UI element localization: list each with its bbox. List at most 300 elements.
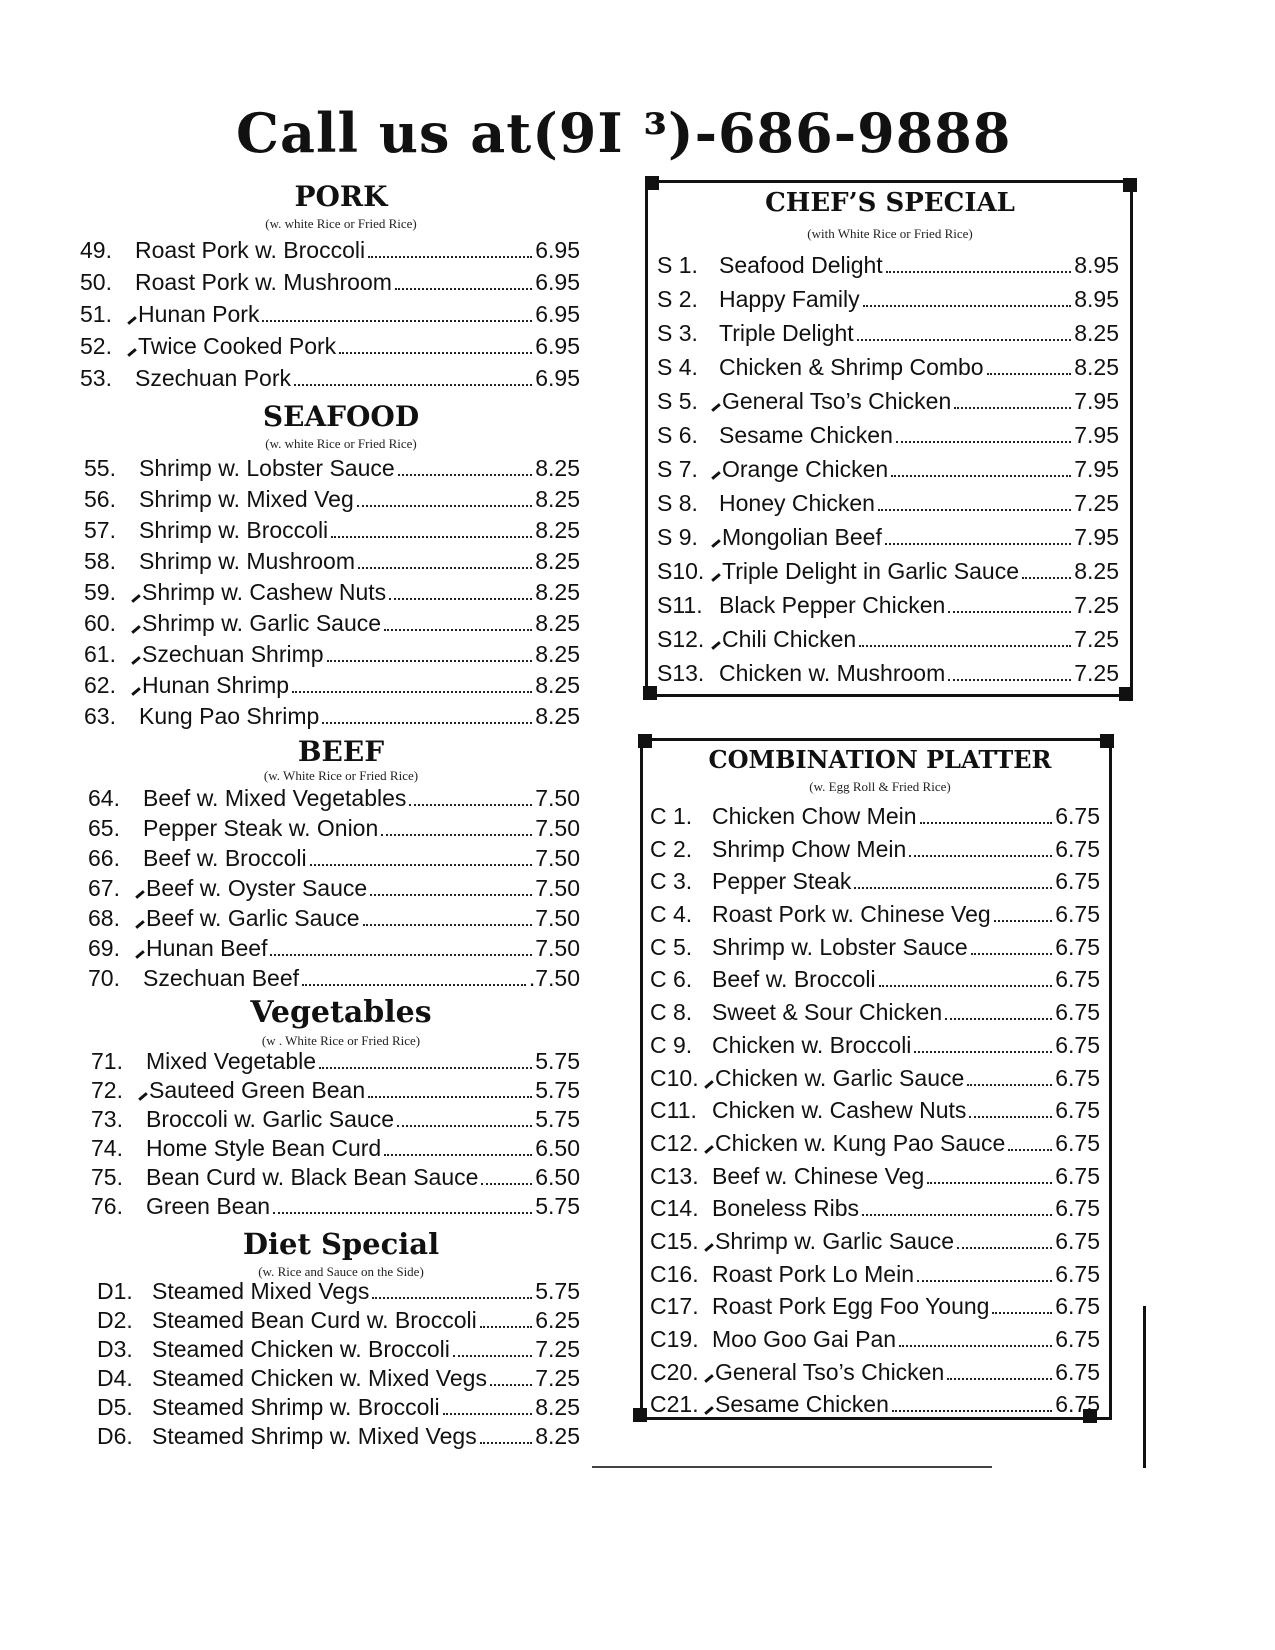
menu-item-name: Chicken w. Mushroom (719, 660, 946, 686)
dot-leader (957, 1247, 1052, 1249)
menu-item-price: 6.75 (1055, 901, 1100, 928)
menu-item-name: Hunan Shrimp (142, 672, 290, 698)
menu-item-price: 7.25 (1074, 490, 1119, 516)
menu-item (650, 963, 1100, 996)
dot-leader (909, 855, 1052, 857)
menu-item-price: 6.75 (1055, 1293, 1100, 1320)
menu-item-number: 63. (84, 703, 116, 729)
menu-item-number: S 9. (657, 524, 698, 550)
menu-item-name: Steamed Bean Curd w. Broccoli (152, 1307, 477, 1333)
menu-item-name: Beef w. Chinese Veg (712, 1162, 925, 1189)
menu-item-number: C 2. (650, 835, 693, 862)
menu-item-name: Pepper Steak w. Onion (143, 815, 379, 841)
dot-leader (987, 373, 1072, 375)
dot-leader (322, 722, 532, 724)
dot-leader (967, 1084, 1052, 1086)
dot-leader (302, 984, 526, 986)
menu-item-number: S 2. (657, 286, 698, 312)
menu-item-number: C11. (650, 1097, 697, 1124)
dot-leader (384, 629, 532, 631)
menu-item-price: 8.25 (1074, 558, 1119, 584)
dot-leader (886, 271, 1072, 273)
section-title-diet-special: Diet Special (242, 1227, 440, 1261)
menu-item (84, 484, 580, 515)
frame-corner-ornament (1100, 734, 1114, 748)
menu-item-name: Boneless Ribs (712, 1195, 860, 1222)
menu-item-price: 8.25 (1074, 354, 1119, 380)
dot-leader (339, 352, 532, 354)
menu-item-name: Broccoli w. Garlic Sauce (146, 1106, 394, 1132)
menu-item-name: Steamed Shrimp w. Mixed Vegs (152, 1423, 477, 1449)
menu-item-price: 7.95 (1074, 524, 1119, 550)
menu-item-name: Chicken Chow Mein (712, 803, 917, 829)
menu-item-price: 6.50 (535, 1135, 580, 1161)
menu-item (88, 963, 580, 993)
dot-leader (357, 505, 532, 507)
menu-item (84, 639, 580, 670)
dot-leader (854, 887, 1052, 889)
menu-item-price: 8.25 (535, 517, 580, 543)
section-title-pork: PORK (294, 180, 388, 213)
menu-item (650, 996, 1100, 1029)
menu-item-name: Roast Pork w. Mushroom (135, 269, 392, 295)
menu-item-name: Roast Pork w. Chinese Veg (712, 901, 991, 928)
menu-item-name: Shrimp w. Garlic Sauce (715, 1227, 955, 1254)
phone-number-heading: Call us at(9I ³)-686-9888 (236, 101, 1012, 165)
dot-leader (892, 1410, 1052, 1412)
frame-corner-ornament (1123, 178, 1137, 192)
frame-corner-ornament (643, 686, 657, 700)
menu-item-number: 50. (80, 269, 112, 295)
menu-item-name: Szechuan Beef (143, 965, 300, 991)
menu-item-price: 6.75 (1055, 1162, 1100, 1189)
menu-item (84, 515, 580, 546)
menu-item-name: Moo Goo Gai Pan (712, 1326, 897, 1352)
menu-item-number: S10. (657, 558, 705, 584)
menu-item-name: Roast Pork Lo Mein (712, 1260, 914, 1287)
section-note-seafood: (w. white Rice or Fried Rice) (265, 436, 417, 451)
menu-item-price: 6.75 (1055, 1064, 1100, 1091)
menu-item (650, 1290, 1100, 1323)
menu-item (657, 656, 1119, 690)
menu-list-combination-platter (650, 800, 1100, 1421)
menu-item (657, 588, 1119, 622)
menu-item-number: D6. (97, 1423, 133, 1449)
menu-item (657, 248, 1119, 282)
menu-item (657, 384, 1119, 418)
dot-leader (327, 660, 533, 662)
menu-item-number: 75. (91, 1164, 123, 1190)
menu-item-name: Chili Chicken (722, 626, 857, 652)
menu-item (650, 1356, 1100, 1389)
menu-item-price: 7.95 (1074, 388, 1119, 414)
menu-item-number: 49. (80, 237, 112, 263)
section-note-chef-special: (with White Rice or Fried Rice) (807, 226, 973, 241)
menu-item (80, 362, 580, 394)
menu-item (88, 783, 580, 813)
menu-item (657, 554, 1119, 588)
menu-item-price: 6.75 (1055, 999, 1100, 1026)
menu-item (650, 1323, 1100, 1356)
menu-item (650, 898, 1100, 931)
dot-leader (481, 1183, 532, 1185)
menu-item (91, 1192, 580, 1221)
menu-item (650, 1192, 1100, 1225)
menu-item-number: S 4. (657, 354, 698, 380)
menu-item-name: Twice Cooked Pork (138, 333, 337, 359)
menu-item (650, 1062, 1100, 1095)
menu-item-name: Shrimp w. Mushroom (139, 548, 356, 574)
dot-leader (954, 407, 1071, 409)
menu-item-price: 6.75 (1055, 966, 1100, 993)
menu-item-price: 7.25 (535, 1365, 580, 1391)
menu-item-name: Orange Chicken (722, 456, 889, 482)
dot-leader (363, 924, 533, 926)
frame-corner-ornament (645, 176, 659, 190)
menu-item-name: Green Bean (146, 1193, 271, 1219)
menu-item-price: 7.25 (535, 1336, 580, 1362)
menu-item-name: Roast Pork Egg Foo Young (712, 1293, 990, 1320)
menu-item-name: Seafood Delight (719, 252, 883, 278)
dot-leader (969, 1116, 1052, 1118)
dot-leader (490, 1384, 532, 1386)
menu-item-price: 7.50 (535, 875, 580, 901)
menu-item-price: 6.75 (1055, 1129, 1100, 1156)
dot-leader (948, 679, 1071, 681)
menu-item-number: 71. (91, 1048, 123, 1074)
menu-item-name: Pepper Steak (712, 868, 852, 895)
menu-item (97, 1364, 580, 1393)
menu-item (84, 453, 580, 484)
menu-item-price: 8.25 (1074, 320, 1119, 346)
menu-item-price: 6.75 (1055, 933, 1100, 960)
menu-item (84, 701, 580, 732)
menu-item-name: Chicken w. Cashew Nuts (712, 1097, 967, 1124)
menu-item-price: 7.25 (1074, 626, 1119, 652)
menu-item-name: Shrimp w. Broccoli (139, 517, 329, 543)
section-note-beef: (w. White Rice or Fried Rice) (263, 768, 419, 783)
menu-item-price: 6.75 (1055, 868, 1100, 895)
dot-leader (395, 288, 532, 290)
menu-item-name: Shrimp w. Mixed Veg (139, 486, 354, 512)
menu-item-number: 53. (80, 365, 112, 391)
dot-leader (370, 894, 532, 896)
section-note-combination-platter: (w. Egg Roll & Fried Rice) (809, 779, 951, 794)
menu-item-price: 6.75 (1055, 1358, 1100, 1385)
dot-leader (971, 953, 1053, 955)
menu-item-name: Honey Chicken (719, 490, 875, 516)
menu-item-price: 6.95 (535, 269, 580, 295)
dot-leader (270, 954, 532, 956)
menu-item-name: Shrimp w. Cashew Nuts (142, 579, 387, 605)
menu-item-price: 8.25 (535, 579, 580, 605)
dot-leader (262, 320, 532, 322)
menu-item-number: 68. (88, 905, 120, 931)
menu-item-name: Mixed Vegetable (146, 1048, 317, 1074)
menu-item (657, 622, 1119, 656)
dot-leader (453, 1355, 532, 1357)
dot-leader (1022, 577, 1071, 579)
menu-item-number: 57. (84, 517, 116, 543)
menu-item-name: General Tso’s Chicken (722, 388, 952, 414)
menu-list-seafood (84, 453, 580, 732)
menu-item-price: 6.95 (535, 237, 580, 263)
menu-item-number: C 9. (650, 1031, 693, 1058)
menu-item-number: 59. (84, 579, 116, 605)
menu-item-number: S 6. (657, 422, 698, 448)
menu-item-name: Kung Pao Shrimp (139, 703, 320, 729)
menu-item-price: 8.25 (535, 486, 580, 512)
menu-item-name: Happy Family (719, 286, 860, 312)
frame-corner-ornament (633, 1408, 647, 1422)
dot-leader (992, 1312, 1052, 1314)
dot-leader (331, 536, 532, 538)
frame-corner-ornament (1119, 687, 1133, 701)
menu-item-name: Beef w. Garlic Sauce (146, 905, 360, 931)
menu-item (650, 800, 1100, 833)
dot-leader (292, 691, 532, 693)
menu-item-number: C14. (650, 1195, 699, 1222)
section-note-diet-special: (w. Rice and Sauce on the Side) (258, 1264, 424, 1279)
menu-item-price: 8.25 (535, 1423, 580, 1449)
dot-leader (920, 822, 1053, 824)
dot-leader (443, 1413, 533, 1415)
dot-leader (914, 1051, 1052, 1053)
menu-item-number: C13. (650, 1162, 699, 1189)
menu-item-name: Black Pepper Chicken (719, 592, 946, 618)
dot-leader (368, 256, 532, 258)
menu-item (650, 931, 1100, 964)
menu-item (650, 1029, 1100, 1062)
menu-item-price: 7.25 (1074, 592, 1119, 618)
menu-item-number: C 5. (650, 933, 693, 960)
dot-leader (294, 384, 532, 386)
menu-item-price: 5.75 (535, 1048, 580, 1074)
menu-item-name: Steamed Shrimp w. Broccoli (152, 1394, 440, 1420)
menu-list-pork (80, 234, 580, 394)
menu-item-price: 5.75 (535, 1077, 580, 1103)
dot-leader (879, 985, 1053, 987)
dot-leader (1008, 1149, 1052, 1151)
menu-item-number: S 7. (657, 456, 698, 482)
dot-leader (397, 1125, 532, 1127)
menu-item-price: 7.50 (535, 935, 580, 961)
menu-item (84, 608, 580, 639)
menu-item (88, 933, 580, 963)
menu-item (97, 1335, 580, 1364)
menu-item-name: Beef w. Broccoli (143, 845, 307, 871)
menu-list-beef (88, 783, 580, 993)
menu-item (657, 316, 1119, 350)
menu-item-number: S13. (657, 660, 705, 686)
menu-item-name: Shrimp Chow Mein (712, 835, 907, 862)
dot-leader (389, 598, 532, 600)
menu-item-price: 8.25 (535, 455, 580, 481)
menu-item (84, 577, 580, 608)
dot-leader (381, 834, 532, 836)
menu-item-name: Szechuan Shrimp (142, 641, 324, 667)
menu-item-name: Steamed Chicken w. Mixed Vegs (152, 1365, 487, 1391)
scan-edge-line (1143, 1306, 1146, 1468)
menu-item (650, 1225, 1100, 1258)
menu-item (650, 1388, 1100, 1421)
menu-item (650, 1127, 1100, 1160)
menu-item-number: S 3. (657, 320, 698, 346)
menu-item-price: 6.75 (1055, 1260, 1100, 1287)
menu-item-price: 6.95 (535, 365, 580, 391)
dot-leader (945, 1018, 1052, 1020)
dot-leader (409, 804, 532, 806)
menu-item (650, 833, 1100, 866)
dot-leader (384, 1154, 532, 1156)
menu-item (97, 1393, 580, 1422)
menu-item-number: 56. (84, 486, 116, 512)
menu-item-price: 8.25 (535, 641, 580, 667)
menu-item-number: C10. (650, 1064, 699, 1091)
menu-item-number: C 3. (650, 868, 693, 895)
menu-item (97, 1306, 580, 1335)
menu-item (650, 1094, 1100, 1127)
menu-item-name: Bean Curd w. Black Bean Sauce (146, 1164, 479, 1190)
menu-item (91, 1134, 580, 1163)
menu-item (88, 813, 580, 843)
menu-item (97, 1422, 580, 1451)
menu-item (657, 452, 1119, 486)
menu-item (91, 1076, 580, 1105)
menu-item-number: D3. (97, 1336, 133, 1362)
menu-item (91, 1163, 580, 1192)
menu-item-number: S11. (657, 592, 703, 618)
menu-item (657, 520, 1119, 554)
menu-item-price: 5.75 (535, 1193, 580, 1219)
menu-item-price: 5.75 (535, 1278, 580, 1304)
menu-item-name: Steamed Mixed Vegs (152, 1278, 370, 1304)
dot-leader (368, 1096, 532, 1098)
dot-leader (899, 1345, 1052, 1347)
dot-leader (917, 1280, 1052, 1282)
menu-item-name: Chicken & Shrimp Combo (719, 354, 984, 380)
menu-item-name: Chicken w. Broccoli (712, 1031, 912, 1058)
menu-item (650, 1160, 1100, 1193)
menu-item-number: C 1. (650, 803, 693, 829)
menu-item-price: 6.75 (1055, 835, 1100, 862)
menu-item-number: 70. (88, 965, 120, 991)
section-title-beef: BEEF (297, 735, 385, 768)
menu-item-name: Steamed Chicken w. Broccoli (152, 1336, 450, 1362)
menu-item (88, 903, 580, 933)
menu-item-price: 6.25 (535, 1307, 580, 1333)
menu-item-number: 69. (88, 935, 120, 961)
menu-item (84, 670, 580, 701)
menu-item-number: C16. (650, 1260, 699, 1287)
menu-item-price: 7.50 (535, 845, 580, 871)
menu-item (80, 234, 580, 266)
menu-item-name: Sesame Chicken (715, 1391, 889, 1418)
dot-leader (480, 1326, 533, 1328)
menu-item-name: Sweet & Sour Chicken (712, 999, 943, 1026)
menu-item-name: Shrimp w. Lobster Sauce (139, 455, 395, 481)
menu-item-name: Beef w. Broccoli (712, 966, 876, 993)
dot-leader (310, 864, 533, 866)
menu-item (650, 865, 1100, 898)
menu-item-number: D4. (97, 1365, 133, 1391)
menu-item-number: C12. (650, 1129, 699, 1156)
menu-item-number: 74. (91, 1135, 123, 1161)
menu-item-number: C19. (650, 1326, 699, 1352)
menu-item-price: 8.25 (535, 672, 580, 698)
menu-item (657, 282, 1119, 316)
dot-leader (857, 339, 1072, 341)
menu-item-price: 6.75 (1055, 1326, 1100, 1352)
menu-item-name: Hunan Pork (138, 301, 260, 327)
dot-leader (358, 567, 532, 569)
menu-item-price: 6.50 (535, 1164, 580, 1190)
menu-list-diet-special (97, 1277, 580, 1451)
menu-item (91, 1105, 580, 1134)
menu-item-price: 7.50 (535, 785, 580, 811)
menu-item-name: Szechuan Pork (135, 365, 291, 391)
menu-item-price: 7.25 (1074, 660, 1119, 686)
menu-item-price: 6.75 (1055, 1031, 1100, 1058)
menu-item (97, 1277, 580, 1306)
menu-item-number: C20. (650, 1358, 699, 1385)
menu-item (657, 418, 1119, 452)
dot-leader (947, 1378, 1052, 1380)
menu-item-number: 60. (84, 610, 116, 636)
menu-item-number: 73. (91, 1106, 123, 1132)
menu-item (650, 1258, 1100, 1291)
section-title-chef-special: CHEF’S SPECIAL (765, 188, 1015, 218)
dot-leader (480, 1442, 533, 1444)
section-title-vegetables: Vegetables (250, 995, 432, 1030)
menu-item-number: 51. (80, 301, 112, 327)
menu-item-price: 6.95 (535, 301, 580, 327)
menu-item-price: 6.75 (1055, 1097, 1100, 1124)
menu-item-number: D2. (97, 1307, 133, 1333)
menu-item-number: S12. (657, 626, 705, 652)
menu-item (657, 350, 1119, 384)
menu-item-price: 8.95 (1074, 286, 1119, 312)
menu-item-name: Chicken w. Kung Pao Sauce (715, 1129, 1006, 1156)
menu-item-name: Beef w. Oyster Sauce (146, 875, 368, 901)
dot-leader (896, 441, 1071, 443)
menu-item (80, 298, 580, 330)
menu-item-name: Triple Delight in Garlic Sauce (722, 558, 1019, 584)
menu-item-price: 7.95 (1074, 422, 1119, 448)
menu-item (88, 873, 580, 903)
menu-item (80, 330, 580, 362)
menu-item-price: 6.75 (1055, 1391, 1100, 1418)
menu-item-name: Shrimp w. Lobster Sauce (712, 933, 968, 960)
menu-item-name: Sauteed Green Bean (149, 1077, 366, 1103)
menu-item-number: 76. (91, 1193, 123, 1219)
dot-leader (862, 1214, 1052, 1216)
menu-item-number: C 4. (650, 901, 693, 928)
section-title-combination-platter: COMBINATION PLATTER (708, 745, 1052, 774)
menu-item-number: 55. (84, 455, 116, 481)
menu-item-name: Sesame Chicken (719, 422, 893, 448)
menu-list-chef-special (657, 248, 1119, 690)
menu-item-number: 65. (88, 815, 120, 841)
menu-item-number: C 6. (650, 966, 693, 993)
dot-leader (863, 305, 1072, 307)
dot-leader (878, 509, 1071, 511)
section-note-pork: (w. white Rice or Fried Rice) (265, 216, 417, 231)
menu-item-number: C17. (650, 1293, 699, 1320)
menu-item (84, 546, 580, 577)
dot-leader (891, 475, 1071, 477)
dot-leader (372, 1297, 532, 1299)
